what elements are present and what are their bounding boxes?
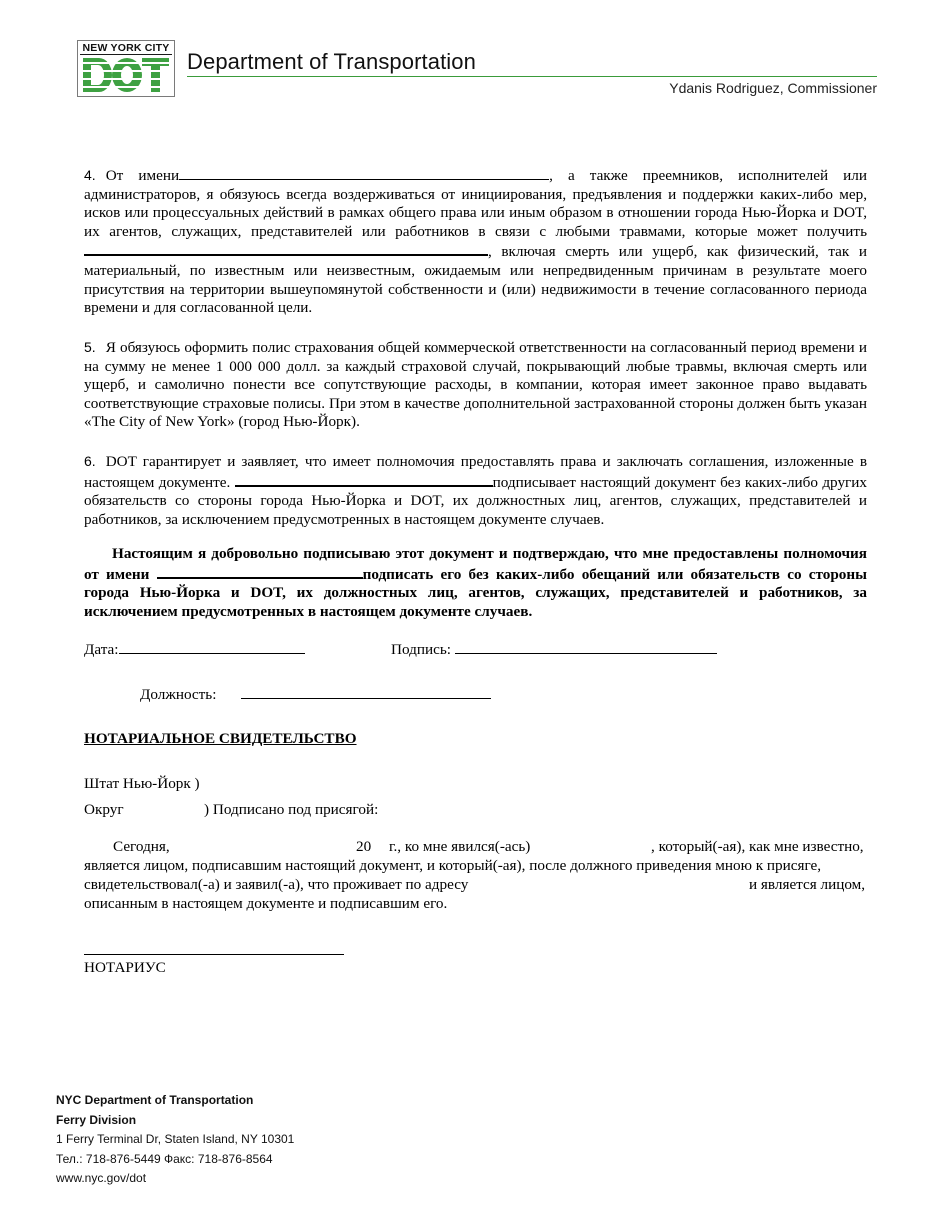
position-row [140,685,491,704]
signature-field[interactable] [455,640,717,654]
clause-text: DOT гарантирует и заявляет, что имеет полномочия предоставлять права и заключать соглашения, изложенные в настоящем документе. [84,453,867,491]
notary-appeared: г., ко мне явился(-ась) [389,838,531,855]
dot-logo-mark-icon [81,56,171,94]
signature-row [391,640,717,659]
header-divider [187,76,877,77]
clause-text: подписывает настоящий документ без каких-либо других обязательств со стороны города Нью-Йорка и DOT, их должностных лиц, агентов, служащих, представителей и работников, за исключением предусмотренных в настоящем документе случаев. [84,473,867,528]
declaration-text: подписать его без каких-либо обещаний или обязательств со стороны города Нью-Йорка и DOT, их должностных лиц, агентов, служащих, представителей и работников, за исключением предусмотренных в настоящем документе случаев. [84,565,867,620]
clause-text: , включая смерть или ущерб, как физический, так и материальный, по известным или неизвестным, ожидаемым или непредвиденным причинам в результате моего присутствия на территории вышеупомянутой собственности и (или) недвижимости в течение согласованного периода времени и для согласованной цели. [84,243,867,317]
signature-label: Подпись: [391,641,451,658]
nyc-dot-logo [77,40,175,97]
notary-today: Сегодня, [113,838,170,855]
notary-body-2: свидетельствовал(-а) и заявил(-а), что проживает по адресу [84,876,469,893]
footer-website[interactable]: www.nyc.gov/dot [56,1171,147,1185]
notary-county-label: Округ [84,801,124,818]
footer-address: 1 Ferry Terminal Dr, Staten Island, NY 10301 [56,1132,295,1146]
notary-known: , который(-ая), как мне известно, [651,838,864,855]
declaration-text: Настоящим я добровольно подписываю этот документ и подтверждаю, что мне предоставлены полномочия от имени [84,545,867,583]
commissioner-name: Ydanis Rodriguez, Commissioner [669,80,877,96]
footer-org: NYC Department of Transportation [56,1093,254,1107]
clause-text: От имени [105,167,180,184]
notary-sworn: ) Подписано под присягой: [204,801,379,818]
notary-body-3: описанным в настоящем документе и подписавшим его. [84,895,448,912]
notary-signature-line[interactable] [84,954,344,955]
department-title: Department of Transportation [187,49,476,74]
declaration [84,545,867,621]
position-field[interactable] [241,685,491,699]
signer-name-blank[interactable] [235,472,493,487]
notary-label: НОТАРИУС [84,959,166,976]
notary-body-2b: и является лицом, [749,876,866,893]
logo-caption: NEW YORK CITY [80,43,172,55]
clause-4 [84,166,867,318]
notary-year: 20 [356,838,372,855]
footer-division: Ferry Division [56,1112,137,1127]
injured-party-blank[interactable] [84,241,488,256]
clause-text: , а также преемников, исполнителей или администраторов, я обязуюсь всегда воздерживаться от инициирования, предъявления и поддержки каких-либо мер, исков или процессуальных действий в рамках общего права или иным образом в отношении города Нью-Йорка и DOT, их агентов, служащих, представителей или работников в связи с любыми травмами, которые может получить [84,167,868,240]
party-name-blank[interactable] [179,166,549,180]
date-label: Дата: [84,641,119,658]
notary-heading: НОТАРИАЛЬНОЕ СВИДЕТЕЛЬСТВО [84,730,357,747]
clause-6 [84,452,867,529]
date-field[interactable] [119,640,305,654]
notary-state: Штат Нью-Йорк ) [84,775,200,792]
clause-text: Я обязуюсь оформить полис страхования общей коммерческой ответственности на согласованный период времени и на сумму не менее 1 000 000 долл. за каждый страховой случай, покрывающий любые травмы, включая смерть или ущерб, и самолично понести все сопутствующие расходы, в компании, которая имеет законное право выдавать соответствующие страховые полисы. При этом в качестве дополнительной застрахованной стороны должен быть указан «The City of New York» (город Нью-Йорк). [84,339,867,431]
date-row [84,640,305,659]
clause-number: 5. [84,339,96,355]
footer-phone: Тел.: 718-876-5449 Факс: 718-876-8564 [56,1151,273,1166]
authority-name-blank[interactable] [157,564,363,579]
clause-number: 4. [84,167,96,183]
clause-5 [84,338,867,432]
notary-body-1: является лицом, подписавшим настоящий документ, и который(-ая), после должного приведения мною к присяге, [84,857,822,874]
clause-number: 6. [84,453,96,469]
position-label: Должность: [140,686,217,703]
footer-contact [56,1091,294,1189]
